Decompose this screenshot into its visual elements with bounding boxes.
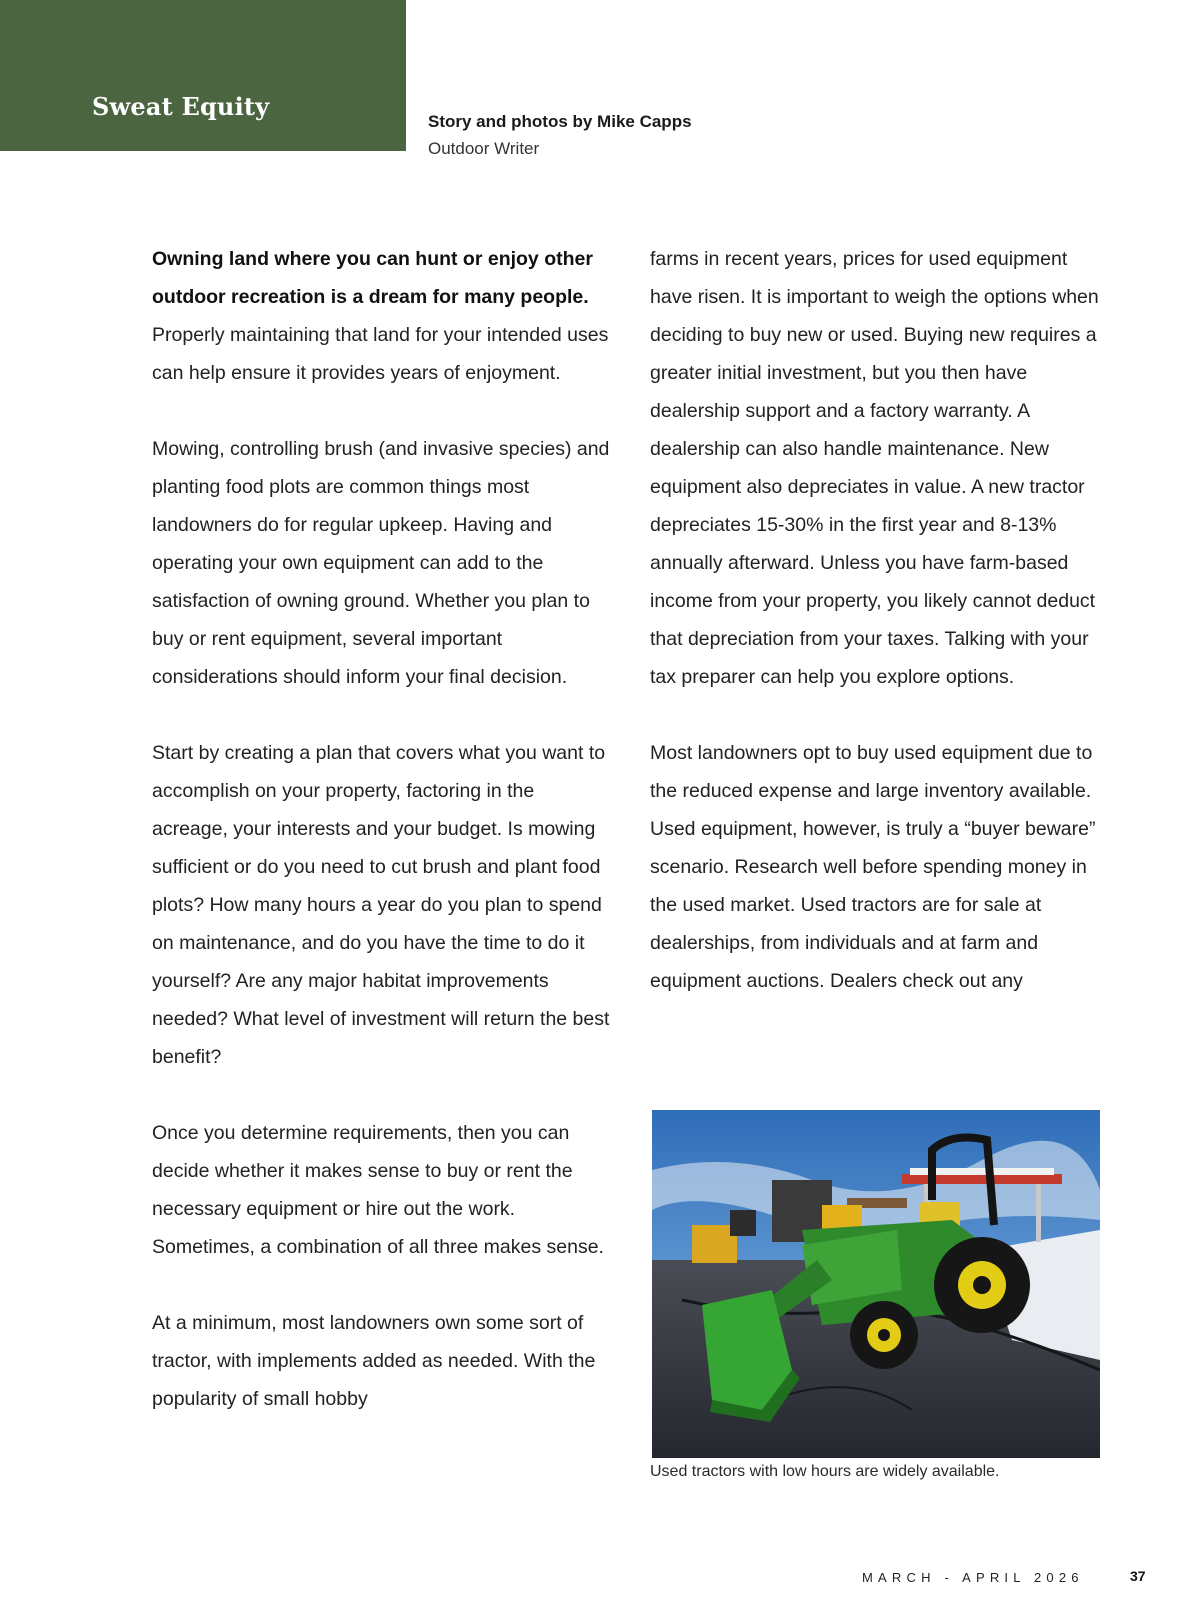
article-paragraph: Once you determine requirements, then you can decide whether it makes sense to buy or rent the necessary equipment or hire out the work. Sometimes, a combination of all three makes sense. bbox=[152, 1122, 604, 1258]
byline-credit: Story and photos by Mike Capps bbox=[428, 112, 692, 131]
byline bbox=[428, 108, 692, 162]
tractor-illustration bbox=[652, 1110, 1100, 1458]
issue-date: MARCH - APRIL 2026 bbox=[862, 1570, 1084, 1585]
article-paragraph bbox=[152, 240, 612, 392]
section-title: Sweat Equity bbox=[92, 92, 270, 121]
section-banner bbox=[0, 0, 406, 151]
article-paragraph: At a minimum, most landowners own some sort of tractor, with implements added as needed. With the popularity of small hobby bbox=[152, 1312, 596, 1410]
page-number: 37 bbox=[1130, 1568, 1146, 1584]
article-paragraph: Start by creating a plan that covers what you want to accomplish on your property, factoring in the acreage, your interests and your budget. Is mowing sufficient or do you need to cut brush and plant food plots? How many hours a year do you plan to spend on maintenance, and do you have the time to do it yourself? Are any major habitat improvements needed? What level of investment will return the best benefit? bbox=[152, 742, 610, 1068]
article-column-right bbox=[650, 240, 1102, 1038]
article-paragraph: farms in recent years, prices for used equipment have risen. It is important to weigh the options when deciding to buy new or used. Buying new requires a greater initial investment, but you then have dealership support and a factory warranty. A dealership can also handle maintenance. New equipment also depreciates in value. A new tractor depreciates 15-30% in the first year and 8-13% annually afterward. Unless you have farm-based income from your property, you likely cannot deduct that depreciation from your taxes. Talking with your tax preparer can help you explore options. bbox=[650, 248, 1099, 688]
article-column-left bbox=[152, 240, 612, 1456]
tractor-photo bbox=[652, 1110, 1100, 1458]
paragraph-text: Properly maintaining that land for your intended uses can help ensure it provides years of enjoyment. bbox=[152, 324, 609, 384]
article-paragraph: Mowing, controlling brush (and invasive species) and planting food plots are common things most landowners do for regular upkeep. Having and operating your own equipment can add to the satisfaction of owning ground. Whether you plan to buy or rent equipment, several important considerations should inform your final decision. bbox=[152, 438, 610, 688]
article-paragraph: Most landowners opt to buy used equipment due to the reduced expense and large inventory available. Used equipment, however, is truly a “buyer beware” scenario. Research well before spending money in the used market. Used tractors are for sale at dealerships, from individuals and at farm and equipment auctions. Dealers check out any bbox=[650, 742, 1096, 992]
byline-role: Outdoor Writer bbox=[428, 139, 540, 158]
lead-sentence: Owning land where you can hunt or enjoy other outdoor recreation is a dream for many people. bbox=[152, 248, 593, 308]
photo-caption: Used tractors with low hours are widely available. bbox=[650, 1463, 1000, 1480]
